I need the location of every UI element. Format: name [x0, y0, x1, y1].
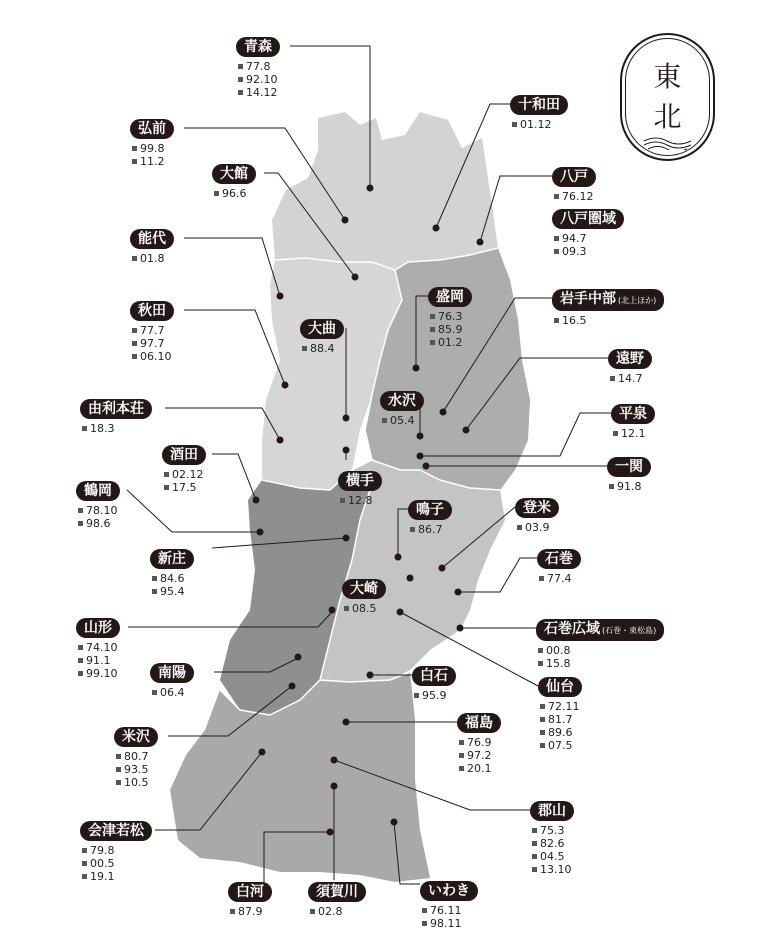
place-name [552, 209, 624, 229]
place-value: 76.3 [430, 310, 472, 323]
place-name-text: 八戸圏域 [560, 211, 616, 227]
place-name [607, 457, 651, 477]
place-value: 05.4 [382, 414, 424, 427]
place-name-text: 会津若松 [88, 823, 144, 839]
place-label [338, 470, 382, 507]
place-value: 00.5 [82, 857, 152, 870]
place-value: 15.8 [538, 657, 664, 670]
place-label [228, 881, 272, 918]
place-value: 16.5 [554, 314, 664, 327]
place-label [412, 665, 456, 702]
place-value: 06.4 [152, 686, 194, 699]
place-value: 98.6 [78, 517, 120, 530]
place-value: 14.12 [238, 86, 280, 99]
place-value: 12.8 [340, 494, 382, 507]
place-name-text: 石巻広域 [544, 621, 600, 637]
place-value: 86.7 [410, 523, 452, 536]
place-name [114, 727, 158, 747]
place-name [457, 713, 501, 733]
place-value: 89.6 [540, 726, 582, 739]
place-name-text: 盛岡 [436, 289, 464, 305]
place-value: 74.10 [78, 641, 120, 654]
place-value: 97.2 [459, 749, 501, 762]
place-name-text: 由利本荘 [88, 401, 144, 417]
place-label [130, 228, 174, 265]
place-label [510, 94, 568, 131]
place-name [342, 579, 386, 599]
place-value: 84.6 [152, 572, 194, 585]
place-label [611, 403, 655, 440]
place-note: (北上ほか) [618, 296, 657, 305]
place-name-text: 酒田 [170, 447, 198, 463]
place-name-text: 福島 [465, 715, 493, 731]
place-name [130, 119, 174, 139]
place-label [515, 497, 559, 534]
place-label [150, 662, 194, 699]
place-name [130, 229, 174, 249]
place-value: 81.7 [540, 713, 582, 726]
place-value: 96.6 [214, 187, 256, 200]
place-label [552, 288, 664, 327]
place-name-text: 水沢 [388, 393, 416, 409]
place-label [236, 36, 280, 99]
place-name-text: 白河 [236, 884, 264, 900]
place-label [308, 881, 366, 918]
place-label [457, 712, 501, 775]
place-name-text: 秋田 [138, 303, 166, 319]
place-value: 03.9 [517, 521, 559, 534]
place-name [408, 500, 452, 520]
place-name-text: 青森 [244, 39, 272, 55]
place-name [552, 167, 596, 187]
place-label [408, 499, 452, 536]
place-label [536, 618, 664, 670]
place-name [536, 619, 664, 641]
place-name-text: 白石 [420, 668, 448, 684]
place-value: 80.7 [116, 750, 158, 763]
place-value: 13.10 [532, 863, 574, 876]
place-name-text: 平泉 [619, 406, 647, 422]
tohoku-title-badge [620, 33, 715, 161]
title-char-north: 北 [653, 100, 682, 133]
place-name-text: いわき [428, 883, 470, 899]
place-name [608, 349, 652, 369]
place-name-text: 鶴岡 [84, 483, 112, 499]
place-value: 08.5 [344, 602, 386, 615]
place-value: 11.2 [132, 155, 174, 168]
place-value: 79.8 [82, 844, 152, 857]
place-name-text: 十和田 [518, 97, 560, 113]
place-value: 76.9 [459, 736, 501, 749]
place-label [212, 163, 256, 200]
place-value: 02.12 [164, 468, 206, 481]
place-label [420, 880, 478, 930]
place-value: 01.2 [430, 336, 472, 349]
place-value: 09.3 [554, 245, 624, 258]
place-name-text: 米沢 [122, 729, 150, 745]
place-label [76, 617, 120, 680]
place-name [538, 677, 582, 697]
place-value: 95.4 [152, 585, 194, 598]
place-name [537, 549, 581, 569]
place-value: 01.8 [132, 252, 174, 265]
place-label [428, 286, 472, 349]
place-name-text: 八戸 [560, 169, 588, 185]
place-name-text: 岩手中部 [560, 291, 616, 307]
place-name [428, 287, 472, 307]
place-value: 98.11 [422, 917, 478, 930]
place-label [80, 398, 152, 435]
place-name-text: 大館 [220, 166, 248, 182]
place-value: 85.9 [430, 323, 472, 336]
place-value: 18.3 [82, 422, 152, 435]
place-value: 17.5 [164, 481, 206, 494]
place-value: 77.4 [539, 572, 581, 585]
place-name-text: 郡山 [538, 803, 566, 819]
place-label [552, 208, 624, 258]
place-name-text: 須賀川 [316, 884, 358, 900]
place-value: 00.8 [538, 644, 664, 657]
place-value: 77.7 [132, 324, 174, 337]
place-label [150, 548, 194, 598]
place-value: 12.1 [613, 427, 655, 440]
place-value: 77.8 [238, 60, 280, 73]
place-name-text: 一関 [615, 459, 643, 475]
place-note: (石巻・東松島) [602, 626, 657, 635]
place-value: 97.7 [132, 337, 174, 350]
title-char-east: 東 [653, 60, 682, 93]
place-name [510, 95, 568, 115]
place-name [150, 549, 194, 569]
place-name [236, 37, 280, 57]
place-name-text: 能代 [138, 231, 166, 247]
place-name-text: 大崎 [350, 581, 378, 597]
place-label [162, 444, 206, 494]
place-label [552, 166, 596, 203]
place-value: 02.8 [310, 905, 366, 918]
place-name-text: 遠野 [616, 351, 644, 367]
place-value: 01.12 [512, 118, 568, 131]
place-name-text: 登米 [523, 500, 551, 516]
place-name [338, 471, 382, 491]
place-name-text: 石巻 [545, 551, 573, 567]
place-value: 75.3 [532, 824, 574, 837]
region-fukushima [170, 672, 430, 882]
place-value: 88.4 [302, 342, 344, 355]
place-name [228, 882, 272, 902]
place-name [611, 404, 655, 424]
place-value: 76.11 [422, 904, 478, 917]
place-name [76, 618, 120, 638]
place-value: 95.9 [414, 689, 456, 702]
place-label [380, 390, 424, 427]
place-label [80, 820, 152, 883]
place-value: 78.10 [78, 504, 120, 517]
place-value: 07.5 [540, 739, 582, 752]
place-value: 76.12 [554, 190, 596, 203]
place-name-text: 新庄 [158, 551, 186, 567]
place-name [150, 663, 194, 683]
place-label [342, 578, 386, 615]
place-name-text: 大曲 [308, 321, 336, 337]
place-label [130, 118, 174, 168]
place-value: 99.8 [132, 142, 174, 155]
place-value: 72.11 [540, 700, 582, 713]
place-value: 92.10 [238, 73, 280, 86]
place-name [308, 882, 366, 902]
place-label [607, 456, 651, 493]
place-name [412, 666, 456, 686]
place-value: 20.1 [459, 762, 501, 775]
place-value: 99.10 [78, 667, 120, 680]
place-name-text: 鳴子 [416, 502, 444, 518]
place-label [537, 548, 581, 585]
place-value: 91.1 [78, 654, 120, 667]
place-name [552, 289, 664, 311]
wave-icon [642, 136, 693, 150]
place-value: 19.1 [82, 870, 152, 883]
place-name [130, 301, 174, 321]
place-label [538, 676, 582, 752]
place-value: 93.5 [116, 763, 158, 776]
place-label [130, 300, 174, 363]
place-value: 04.5 [532, 850, 574, 863]
place-label [76, 480, 120, 530]
place-name [380, 391, 424, 411]
place-name-text: 南陽 [158, 665, 186, 681]
place-name [162, 445, 206, 465]
place-name-text: 仙台 [546, 679, 574, 695]
place-name [80, 821, 152, 841]
place-name-text: 弘前 [138, 121, 166, 137]
place-name [530, 801, 574, 821]
place-name [80, 399, 152, 419]
place-label [530, 800, 574, 876]
place-value: 91.8 [609, 480, 651, 493]
place-label [114, 726, 158, 789]
place-value: 87.9 [230, 905, 272, 918]
place-value: 94.7 [554, 232, 624, 245]
place-name [300, 319, 344, 339]
place-value: 14.7 [610, 372, 652, 385]
place-name [515, 498, 559, 518]
place-name [420, 881, 478, 901]
place-value: 82.6 [532, 837, 574, 850]
place-name-text: 山形 [84, 620, 112, 636]
place-name [76, 481, 120, 501]
place-name-text: 横手 [346, 473, 374, 489]
place-label [608, 348, 652, 385]
region-aomori [272, 112, 498, 270]
place-name [212, 164, 256, 184]
place-value: 10.5 [116, 776, 158, 789]
place-label [300, 318, 344, 355]
place-value: 06.10 [132, 350, 174, 363]
